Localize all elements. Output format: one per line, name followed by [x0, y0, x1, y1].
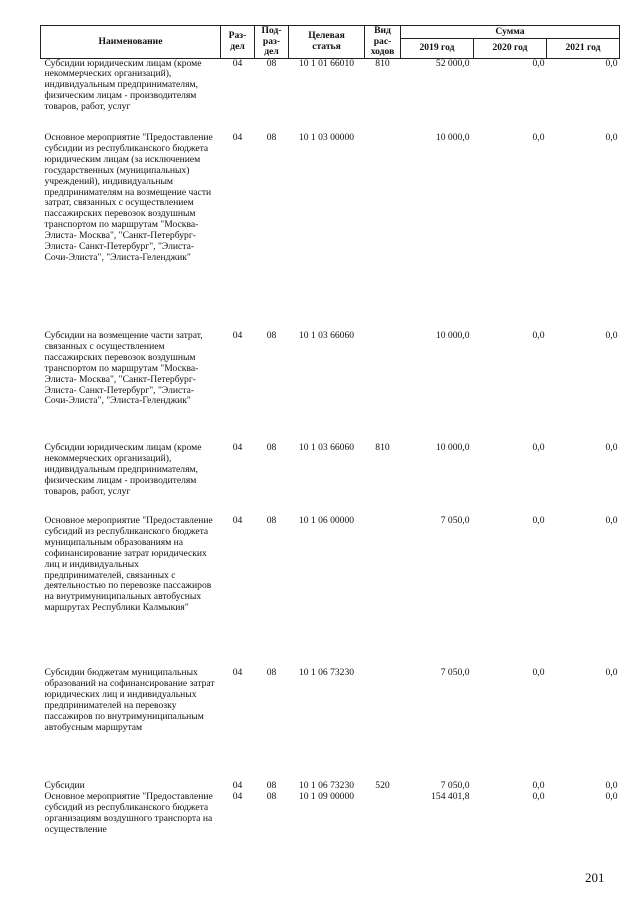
row-podrazdel: 08	[266, 515, 277, 526]
table-row	[41, 668, 620, 781]
row-statya: 10 1 03 66060	[298, 330, 355, 341]
row-2020: 0,0	[532, 515, 545, 526]
row-name: Субсидии	[44, 780, 85, 791]
row-2021: 0,0	[605, 330, 618, 341]
row-podrazdel: 08	[266, 132, 277, 143]
row-2021: 0,0	[605, 57, 618, 69]
row-razdel: 04	[232, 442, 243, 453]
row-statya: 10 1 09 00000	[298, 791, 355, 802]
budget-table	[40, 25, 620, 852]
row-2020: 0,0	[532, 57, 545, 69]
row-2020: 0,0	[532, 330, 545, 341]
row-vid: 810	[375, 442, 390, 453]
row-statya: 10 1 06 73230	[298, 667, 355, 678]
table-header	[41, 26, 620, 59]
header-year-2019: 2019 год	[401, 39, 474, 58]
header-razdel: Раз- дел	[221, 26, 255, 59]
row-2020: 0,0	[532, 791, 545, 802]
table-row	[41, 443, 620, 516]
row-vid	[365, 516, 401, 668]
row-2019: 10 000,0	[435, 442, 470, 453]
row-statya: 10 1 06 73230	[298, 780, 355, 791]
row-vid	[365, 668, 401, 781]
row-2021: 0,0	[605, 667, 618, 678]
row-name: Субсидии юридическим лицам (кроме некоммерческих организаций), индивидуальным предпринимателям, физическим лицам - производителям товаров, работ, услуг	[44, 57, 202, 113]
row-2021: 0,0	[605, 132, 618, 143]
row-2021: 0,0	[605, 791, 618, 802]
row-razdel: 04	[232, 57, 243, 69]
row-vid	[365, 331, 401, 443]
row-name: Основное мероприятие "Предоставление субсидий из республиканского бюджета муниципальным образованиям на софинансирование затрат юридических лиц и индивидуальных предпринимателей, связанных с деятельностью по перевозке пассажиров на внутримуниципальных автобусных маршрутах Республики Калмыкия"	[44, 515, 213, 614]
row-2019: 7 050,0	[440, 780, 470, 791]
row-2020: 0,0	[532, 667, 545, 678]
row-razdel: 04	[232, 132, 243, 143]
row-podrazdel: 08	[266, 330, 277, 341]
row-statya: 10 1 03 66060	[298, 442, 355, 453]
row-2021: 0,0	[605, 442, 618, 453]
row-2020: 0,0	[532, 132, 545, 143]
row-podrazdel: 08	[266, 780, 277, 791]
row-razdel: 04	[232, 780, 243, 791]
row-vid	[365, 133, 401, 331]
table-row	[41, 58, 620, 133]
table-body	[41, 58, 620, 852]
header-name: Наименование	[41, 26, 221, 59]
table-row	[41, 792, 620, 852]
row-podrazdel: 08	[266, 667, 277, 678]
row-2019: 52 000,0	[435, 57, 470, 69]
header-podrazdel: Под- раз- дел	[255, 26, 289, 59]
row-razdel: 04	[232, 330, 243, 341]
table-row	[41, 133, 620, 331]
page-number: 201	[585, 870, 605, 885]
row-2020: 0,0	[532, 780, 545, 791]
row-statya: 10 1 03 00000	[298, 132, 355, 143]
row-podrazdel: 08	[266, 57, 277, 69]
row-2020: 0,0	[532, 442, 545, 453]
row-name: Основное мероприятие "Предоставление субсидии из республиканского бюджета юридическим лицам (за исключением государственных (муниципальных) учреждений), индивидуальным предпринимателям на возмещение части затрат, связанных с осуществлением пассажирских перевозок воздушным транспортом по маршрутам "Москва-Элиста- Москва", "Санкт-Петербург- Элиста- Санкт-Петербург", "Элиста- Сочи-Элиста", "Элиста-Геленджик"	[44, 132, 213, 263]
row-2019: 10 000,0	[435, 330, 470, 341]
row-name: Основное мероприятие "Предоставление субсидий из республиканского бюджета организациям воздушного транспорта на осуществление	[44, 791, 213, 835]
header-statya: Целевая статья	[289, 26, 365, 59]
row-2019: 7 050,0	[440, 667, 470, 678]
table-row	[41, 331, 620, 443]
row-2019: 10 000,0	[435, 132, 470, 143]
row-vid: 810	[375, 57, 390, 69]
row-2021: 0,0	[605, 515, 618, 526]
row-vid: 520	[375, 780, 390, 791]
row-podrazdel: 08	[266, 442, 277, 453]
row-2019: 7 050,0	[440, 515, 470, 526]
row-razdel: 04	[232, 515, 243, 526]
row-razdel: 04	[232, 791, 243, 802]
table-row	[41, 516, 620, 668]
row-statya: 10 1 01 66010	[298, 57, 355, 69]
row-vid	[365, 792, 401, 852]
row-razdel: 04	[232, 667, 243, 678]
row-name: Субсидии бюджетам муниципальных образований на софинансирование затрат юридических лиц и индивидуальных предпринимателей на перевозку пассажиров по внутримуниципальным автобусным маршрутам	[44, 667, 215, 733]
header-summa: Сумма	[401, 26, 620, 39]
header-vid: Вид рас- ходов	[365, 26, 401, 59]
row-name: Субсидии на возмещение части затрат, связанных с осуществлением пассажирских перевозок воздушным транспортом по маршрутам "Москва-Элиста- Москва", "Санкт-Петербург- Элиста- Санкт-Петербург", "Элиста- Сочи-Элиста", "Элиста-Геленджик"	[44, 330, 203, 407]
row-2021: 0,0	[605, 780, 618, 791]
row-name: Субсидии юридическим лицам (кроме некоммерческих организаций), индивидуальным предпринимателям, физическим лицам - производителям товаров, работ, услуг	[44, 442, 202, 497]
header-year-2020: 2020 год	[474, 39, 547, 58]
header-year-2021: 2021 год	[547, 39, 620, 58]
row-2019: 154 401,8	[431, 791, 470, 802]
row-statya: 10 1 06 00000	[298, 515, 355, 526]
row-podrazdel: 08	[266, 791, 277, 802]
